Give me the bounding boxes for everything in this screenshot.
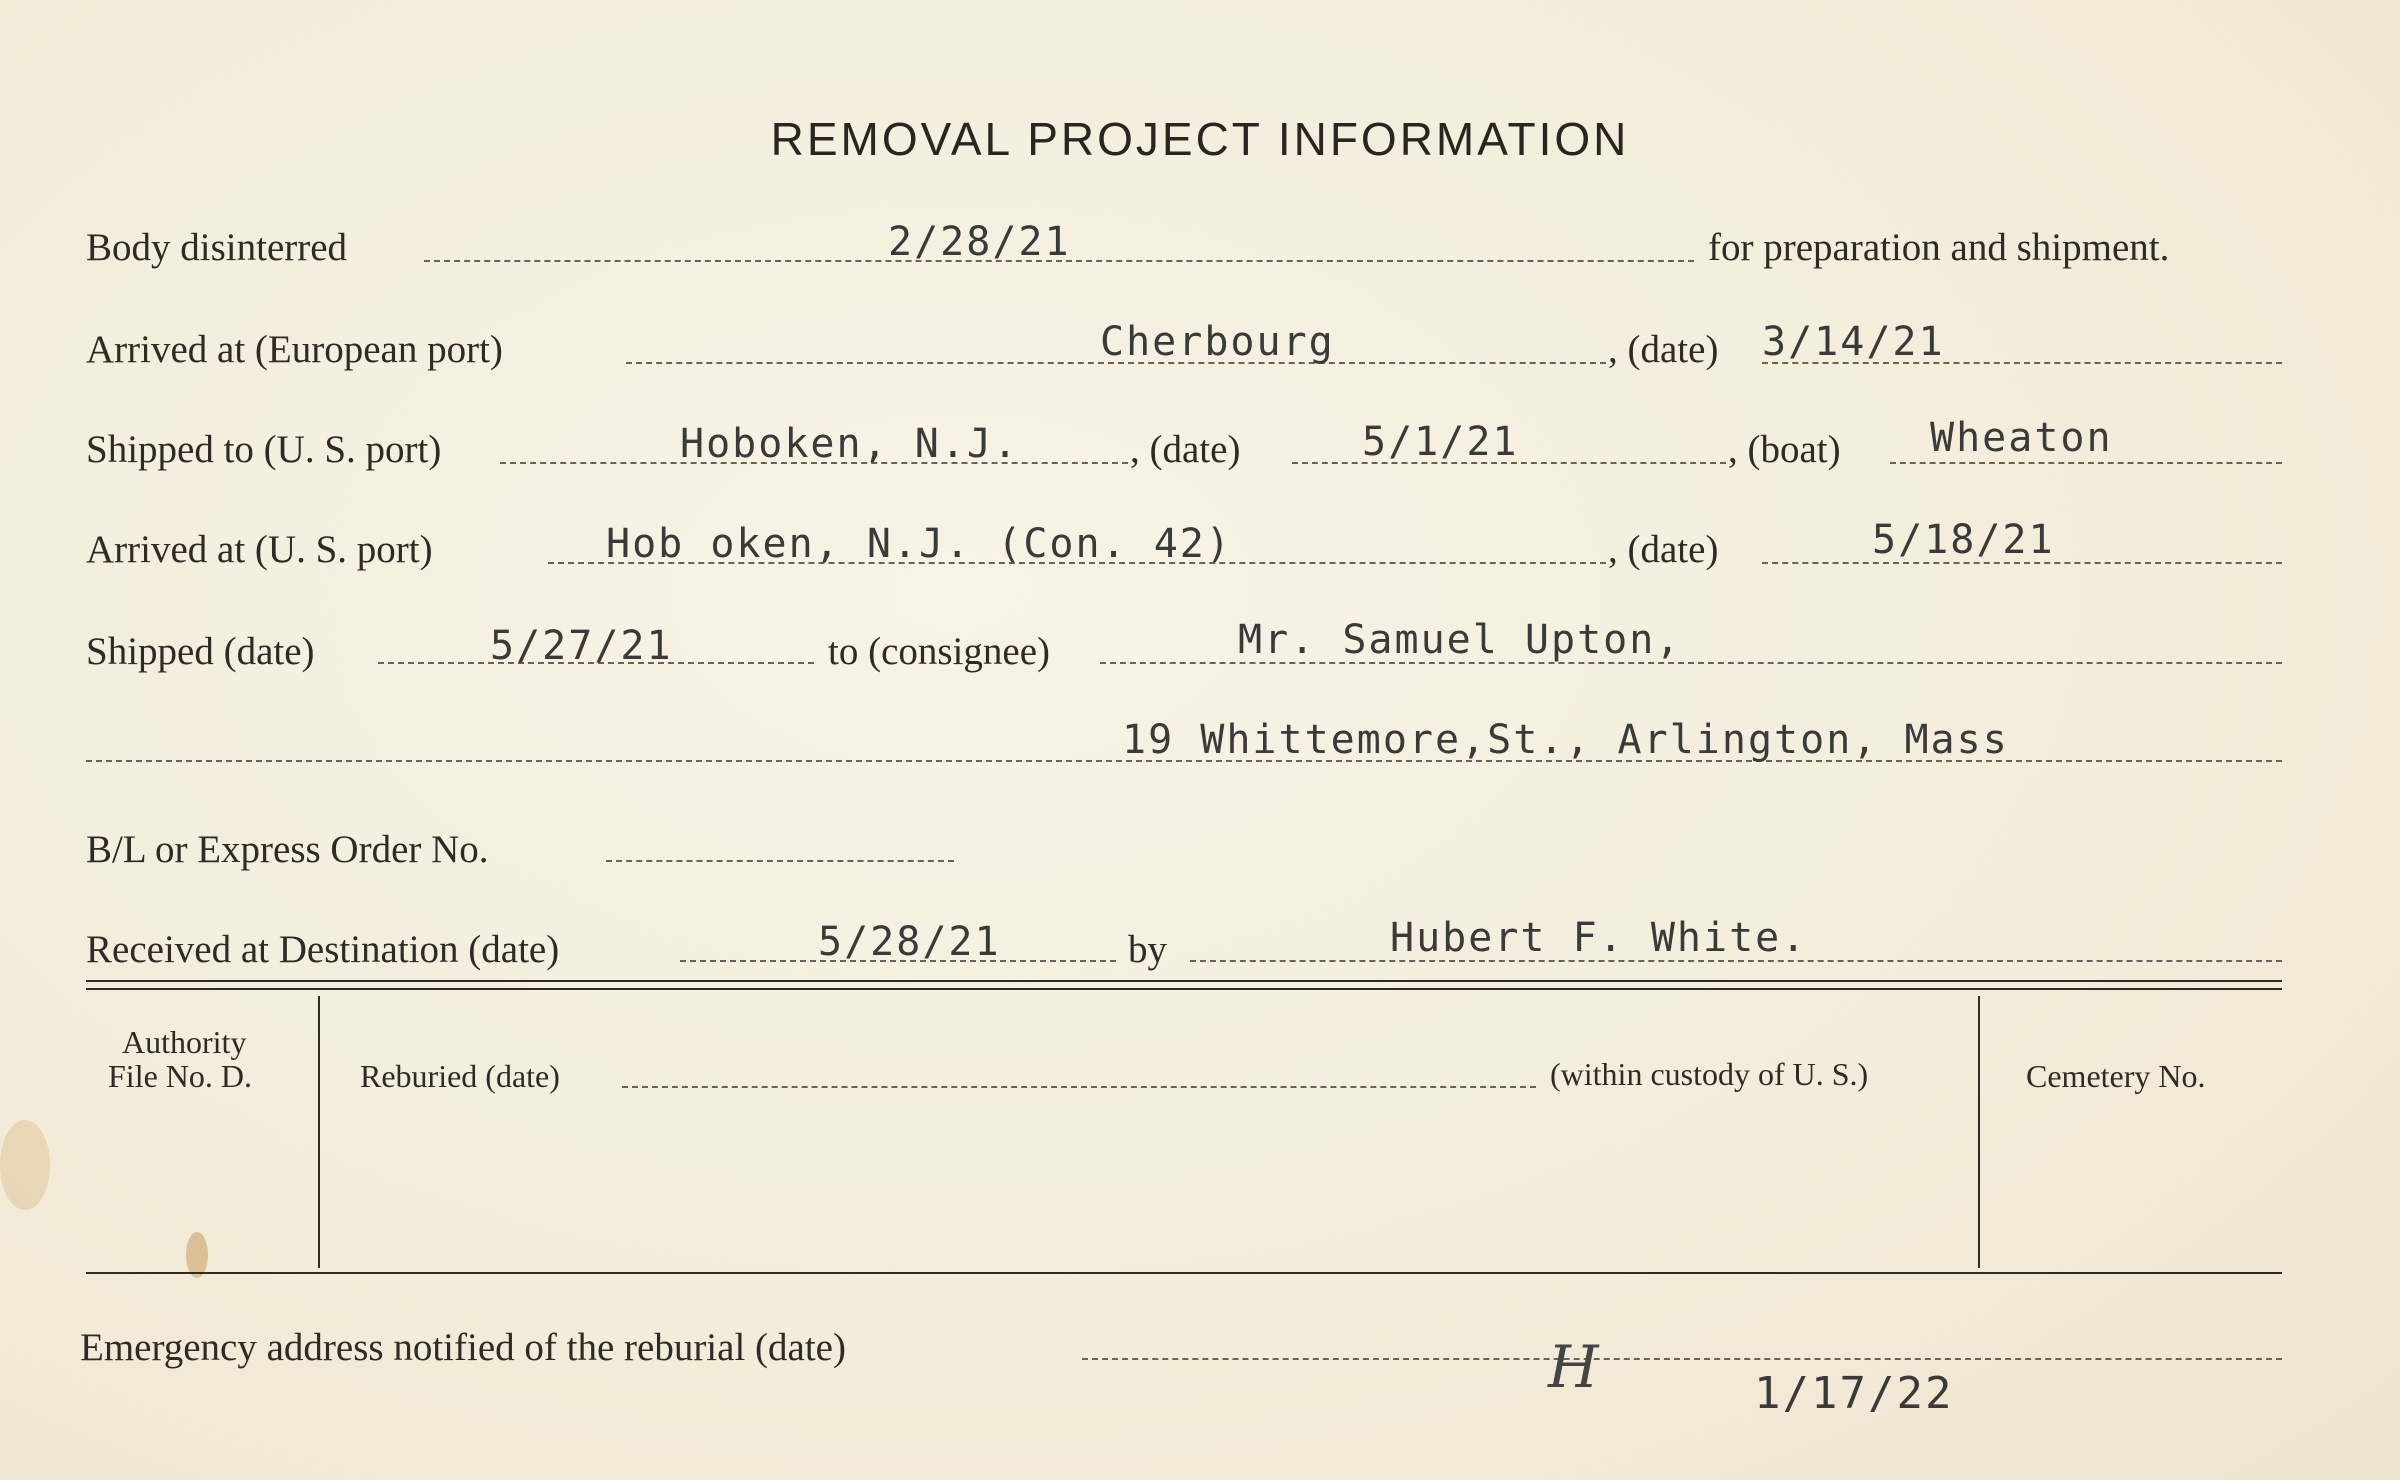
disinterred-date: 2/28/21 (888, 219, 1071, 265)
reburied-line (622, 1086, 1536, 1088)
box-divider-left (318, 996, 320, 1268)
shipped-us-date-label: , (date) (1130, 428, 1241, 471)
shipped-us-boat: Wheaton (1930, 415, 2113, 461)
emergency-date: 1/17/22 (1754, 1368, 1954, 1419)
arrived-us-date-label: , (date) (1608, 528, 1719, 571)
emergency-line (1082, 1358, 2282, 1360)
custody-label: (within custody of U. S.) (1550, 1056, 1869, 1092)
received-date: 5/28/21 (818, 919, 1001, 965)
arrived-us-label: Arrived at (U. S. port) (86, 528, 433, 571)
shipped-us-port: Hoboken, N.J. (680, 421, 1020, 467)
consignee-name: Mr. Samuel Upton, (1238, 617, 1682, 663)
bl-label: B/L or Express Order No. (86, 828, 489, 871)
authority-label-2: File No. D. (108, 1058, 252, 1094)
bl-line (606, 860, 954, 862)
consignee-address: 19 Whittemore,St., Arlington, Mass (1122, 717, 2009, 763)
disinterred-suffix: for preparation and shipment. (1708, 226, 2170, 269)
european-date-label: , (date) (1608, 328, 1719, 371)
stain-left (0, 1120, 50, 1210)
consignee-label: to (consignee) (828, 630, 1051, 673)
european-date-value: 3/14/21 (1762, 319, 1945, 365)
card-title: REMOVAL PROJECT INFORMATION (770, 113, 1630, 165)
section-rule-top (86, 980, 2282, 982)
section-rule-bottom (86, 1272, 2282, 1274)
reburied-label: Reburied (date) (360, 1058, 560, 1094)
shipped-us-date: 5/1/21 (1362, 419, 1519, 465)
received-by-label: by (1128, 928, 1167, 971)
received-label: Received at Destination (date) (86, 928, 560, 971)
box-divider-right (1978, 996, 1980, 1268)
european-port-label: Arrived at (European port) (86, 328, 503, 371)
shipped-us-boat-label: , (boat) (1728, 428, 1841, 471)
european-port-value: Cherbourg (1100, 319, 1335, 365)
shipped-us-boat-line (1890, 462, 2282, 464)
shipped-us-label: Shipped to (U. S. port) (86, 428, 442, 471)
shipped-date-value: 5/27/21 (490, 623, 673, 669)
arrived-us-port: Hob oken, N.J. (Con. 42) (606, 521, 1232, 567)
emergency-label: Emergency address notified of the reburial (date) (80, 1326, 846, 1369)
shipped-date-label: Shipped (date) (86, 630, 315, 673)
received-by-name: Hubert F. White. (1390, 915, 1808, 961)
authority-label-1: Authority (122, 1024, 247, 1060)
disinterred-label: Body disinterred (86, 226, 348, 269)
section-rule-top-2 (86, 988, 2282, 990)
cemetery-label: Cemetery No. (2026, 1058, 2206, 1094)
reviewer-initials: H (1548, 1333, 1599, 1401)
arrived-us-date: 5/18/21 (1872, 517, 2055, 563)
